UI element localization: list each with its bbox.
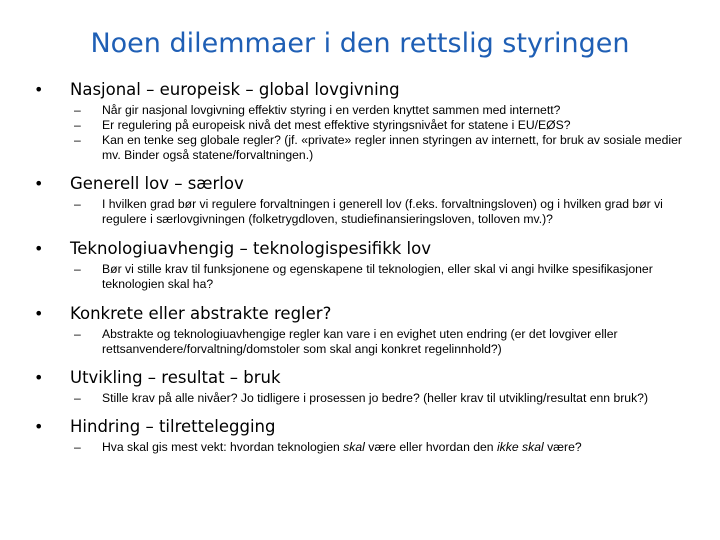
emphasis-text: ikke skal [496, 440, 544, 454]
sub-item [74, 103, 684, 118]
sub-text-part: være? [543, 440, 582, 454]
sub-item-text: Er regulering på europeisk nivå det mest effektive styringsnivået for statene i EU/EØS? [102, 118, 571, 132]
emphasis-text: skal [343, 440, 365, 454]
sub-item-text: I hvilken grad bør vi regulere forvaltningen i generell lov (f.eks. forvaltningsloven) og i hvilken grad bør vi regulere i særlovgivningen (folketrygdloven, studiefinansieringsloven, tolloven mv.)? [102, 197, 663, 226]
sub-list [74, 197, 684, 227]
bullet-item-utvikling [34, 368, 684, 406]
dash-icon: – [74, 197, 81, 211]
bullet-heading: Konkrete eller abstrakte regler? [70, 304, 332, 323]
dash-icon: – [74, 103, 81, 117]
dash-icon: – [74, 440, 81, 454]
bullet-heading: Hindring – tilrettelegging [70, 417, 276, 436]
bullet-icon: • [34, 368, 44, 387]
sub-item [74, 133, 684, 163]
bullet-item-konkrete-regler [34, 304, 684, 357]
sub-item-text [102, 440, 684, 455]
sub-item-text: Stille krav på alle nivåer? Jo tidligere i prosessen jo bedre? (heller krav til utvikling/resultat enn bruk?) [102, 391, 648, 405]
dash-icon: – [74, 262, 81, 276]
sub-text-part: være eller hvordan den [364, 440, 497, 454]
bullet-icon: • [34, 239, 44, 258]
bullet-icon: • [34, 174, 44, 193]
sub-item-text: Når gir nasjonal lovgivning effektiv styring i en verden knyttet sammen med internett? [102, 103, 561, 117]
bullet-item-hindring [34, 417, 684, 455]
sub-item-text: Kan en tenke seg globale regler? (jf. «private» regler innen styringen av internett, for bruk av sosiale medier mv. Binder også statene/forvaltningen.) [102, 133, 682, 162]
dash-icon: – [74, 133, 81, 147]
slide-title: Noen dilemmaer i den rettslig styringen [90, 28, 630, 59]
sub-item [74, 440, 684, 455]
bullet-heading: Generell lov – særlov [70, 174, 244, 193]
sub-item-text: Abstrakte og teknologiuavhengige regler kan vare i en evighet uten endring (er det lovgiver eller rettsanvendere/forvaltning/domstoler som skal angi konkret regelinnhold?) [102, 327, 618, 356]
sub-item-text: Bør vi stille krav til funksjonene og egenskapene til teknologien, eller skal vi angi hvilke spesifikasjoner teknologien skal ha? [102, 262, 653, 291]
sub-item [74, 262, 684, 292]
bullet-heading: Nasjonal – europeisk – global lovgivning [70, 80, 400, 99]
sub-list [74, 391, 684, 406]
sub-item [74, 118, 684, 133]
sub-text-part: Hva skal gis mest vekt: hvordan teknologien [102, 440, 344, 454]
bullet-heading: Utvikling – resultat – bruk [70, 368, 281, 387]
sub-list [74, 440, 684, 455]
sub-list [74, 262, 684, 292]
sub-item [74, 197, 684, 227]
bullet-item-generell-lov [34, 174, 684, 227]
bullet-icon: • [34, 80, 44, 99]
bullet-heading: Teknologiuavhengig – teknologispesifikk lov [70, 239, 432, 258]
bullet-icon: • [34, 417, 44, 436]
dash-icon: – [74, 391, 81, 405]
sub-list [74, 103, 684, 163]
sub-item [74, 391, 684, 406]
bullet-item-nasjonal [34, 80, 684, 163]
dash-icon: – [74, 118, 81, 132]
bullet-item-teknologi [34, 239, 684, 292]
bullet-icon: • [34, 304, 44, 323]
dash-icon: – [74, 327, 81, 341]
bullet-list [34, 80, 684, 455]
sub-list [74, 327, 684, 357]
sub-item [74, 327, 684, 357]
